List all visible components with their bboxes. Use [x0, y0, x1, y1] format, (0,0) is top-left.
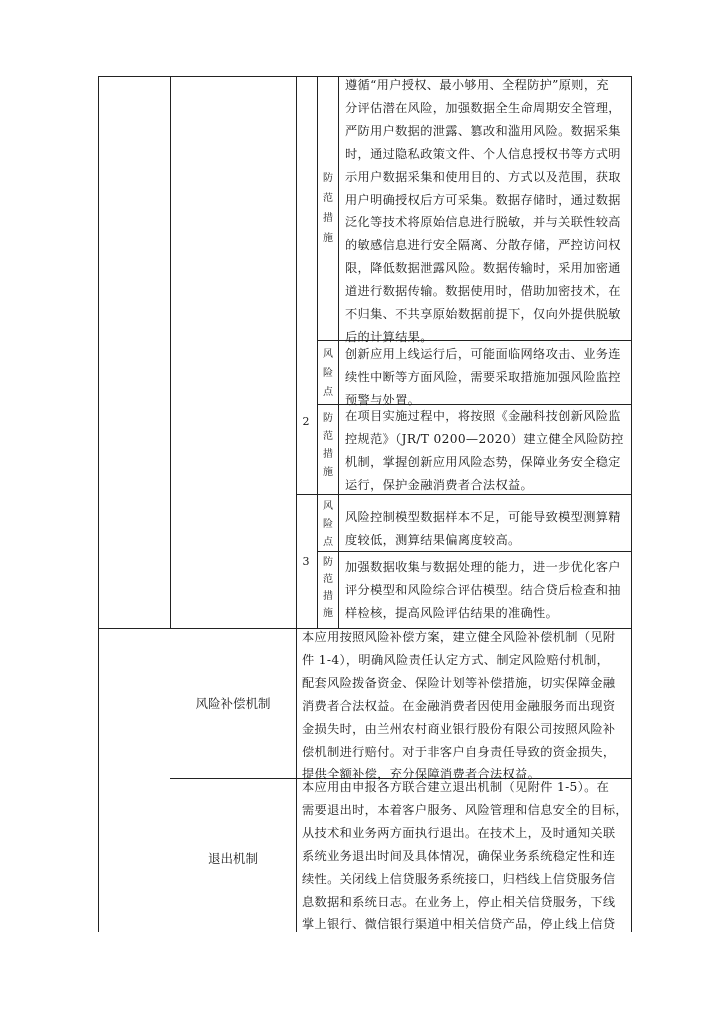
compensation-text: 本应用按照风险补偿方案，建立健全风险补偿机制（见附 件 1-4），明确风险责任认定方式、制定风险赔付机制， 配套风险拨备资金、保险计划等补偿措施，切实保障金融 消费者合法权益。在金融消费者因使用金融服务而出现资 金损失时，由兰州农村商业银行股份有限公司按照风险补 偿机制进行赔付。对于非客户自身责任导致的资金损失， 提供全额补偿，充分保障消费者合法权益。 [302, 630, 616, 782]
risk-number-3: 3 [302, 555, 310, 568]
risk-number-2: 2 [302, 415, 310, 428]
exit-text: 本应用由申报各方联合建立退出机制（见附件 1-5）。在 需要退出时，本着客户服务、风险管理和信息安全的目标， 从技术和业务两方面执行退出。在技术上，及时通知关联 系统业务退出时间及具体情况，确保业务系统稳定性和连 续性。关闭线上信贷服务系统接口，归档线上信贷服务信 息数据和系统日志。在业务上，停止相关信贷服务，下线 掌上银行、微信银行渠道中相关信贷产品，停止线上信贷 [302, 780, 628, 932]
risk-label-3: 风 险 点 [323, 501, 333, 548]
exit-label: 退出机制 [207, 851, 258, 866]
risk-text-3: 风险控制模型数据样本不足，可能导致模型测算精 度较低，测算结果偏离度较高。 [345, 510, 621, 547]
measures-text-3: 加强数据收集与数据处理的能力，进一步优化客户 评分模型和风险综合评估模型。结合贷后检查和抽 样检核，提高风险评估结果的准确性。 [345, 560, 621, 620]
compensation-label: 风险补偿机制 [195, 696, 271, 711]
measures-label-1: 防 范 措 施 [323, 173, 333, 244]
measures-label-3: 防 范 措 施 [323, 557, 333, 619]
measures-label-2: 防 范 措 施 [323, 413, 333, 478]
measures-text-1: 遵循“用户授权、最小够用、全程防护”原则，充 分评估潜在风险，加强数据全生命周期安全管理， 严防用户数据的泄露、篡改和滥用风险。数据采集 时，通过隐私政策文件、个人信息授权书等方式明 示用户数据采集和使用目的、方式以及范围，获取 用户明确授权后方可采集。数据存储时，通过数据 泛化等技术将原始信息进行脱敏，并与关联性较高 的敏感信息进行安全隔离、分散存储，严控访问权 限，降低数据泄露风险。数据传输时，采用加密通 道进行数据传输。数据使用时，借助加密技术，在 不归集、不共享原始数据前提下，仅向外提供脱敏 后的计算结果。 [345, 78, 621, 344]
measures-text-2: 在项目实施过程中，将按照《金融科技创新风险监 控规范》（JR/T 0200—2020）建立健全风险防控 机制，掌握创新应用风险态势，保障业务安全稳定 运行，保护金融消费者合法权益。 [345, 409, 624, 492]
risk-text-2: 创新应用上线运行后，可能面临网络攻击、业务连 续性中断等方面风险，需要采取措施加强风险监控 预警与处置。 [345, 347, 621, 407]
risk-label-2: 风 险 点 [323, 349, 333, 398]
